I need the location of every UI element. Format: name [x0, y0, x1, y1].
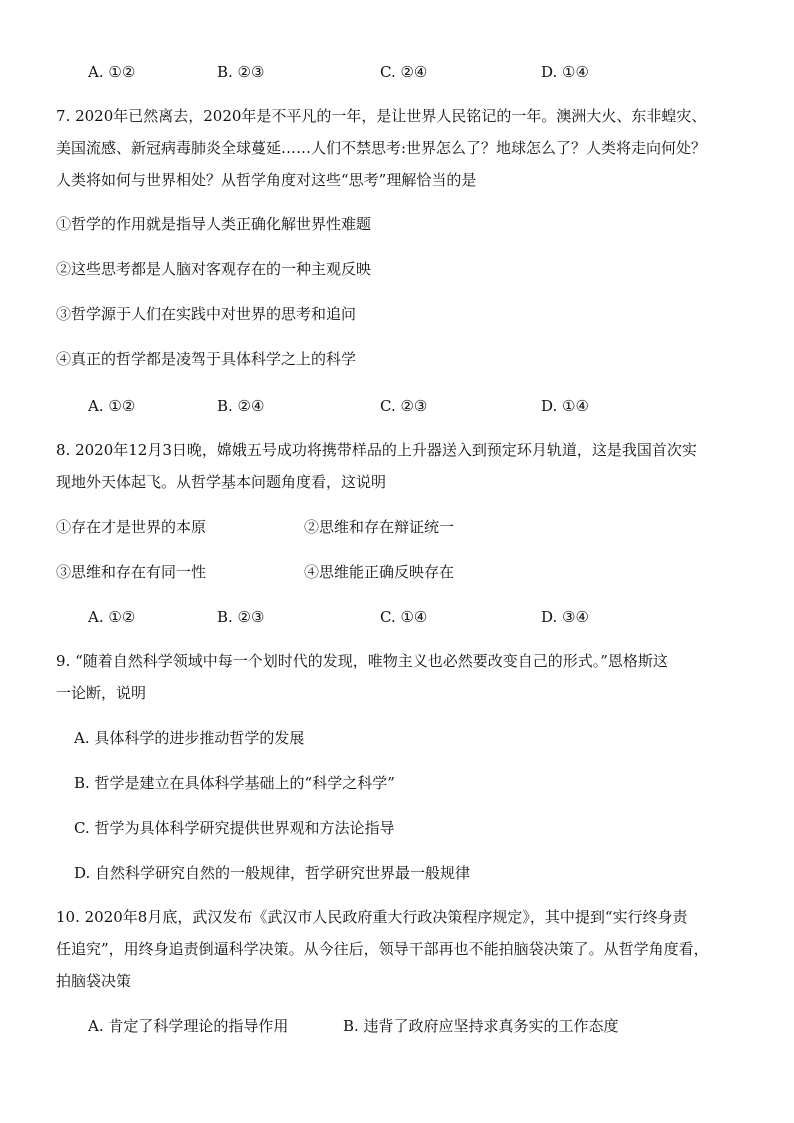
q10-stem-line-3: 拍脑袋决策: [56, 972, 132, 990]
q8-statement-2: ②思维和存在辩证统一: [304, 518, 455, 536]
q8-option-c: C. ①④: [380, 608, 428, 626]
q7-option-a: A. ①②: [88, 397, 136, 415]
q9-option-d: D. 自然科学研究自然的一般规律，哲学研究世界最一般规律: [74, 864, 471, 882]
q7-option-b: B. ②④: [217, 397, 265, 415]
q10-option-a: A. 肯定了科学理论的指导作用: [88, 1017, 289, 1035]
q10-stem-line-1: 10. 2020年8月底，武汉发布《武汉市人民政府重大行政决策程序规定》，其中提到“实行终身责: [56, 908, 688, 926]
q6-option-b: B. ②③: [217, 63, 265, 81]
q8-stem-line-2: 现地外天体起飞。从哲学基本问题角度看，这说明: [56, 473, 387, 491]
q7-option-d: D. ①④: [541, 397, 589, 415]
q6-option-c: C. ②④: [380, 63, 428, 81]
q9-stem-line-1: 9. “随着自然科学领域中每一个划时代的发现，唯物主义也必然要改变自己的形式。”恩格斯这: [56, 652, 668, 670]
q7-stem-line-1: 7. 2020年已然离去，2020年是不平凡的一年，是让世界人民铭记的一年。澳洲大火、东非蝗灾、: [56, 107, 707, 125]
q8-option-b: B. ②③: [217, 608, 265, 626]
q7-option-c: C. ②③: [380, 397, 428, 415]
q7-stem-line-2: 美国流感、新冠病毒肺炎全球蔓延……人们不禁思考:世界怎么了？地球怎么了？人类将走向何处？: [56, 139, 707, 157]
q8-stem-line-1: 8. 2020年12月3日晚，嫦娥五号成功将携带样品的上升器送入到预定环月轨道，这是我国首次实: [56, 441, 697, 459]
q8-statement-3: ③思维和存在有同一性: [56, 563, 207, 581]
q6-option-d: D. ①④: [541, 63, 589, 81]
q10-stem-line-2: 任追究”，用终身追责倒逼科学决策。从今往后，领导干部再也不能拍脑袋决策了。从哲学角度看，: [56, 940, 709, 958]
q7-statement-2: ②这些思考都是人脑对客观存在的一种主观反映: [56, 260, 372, 278]
q7-stem-line-3: 人类将如何与世界相处？从哲学角度对这些“思考”理解恰当的是: [56, 171, 477, 189]
q10-option-b: B. 违背了政府应坚持求真务实的工作态度: [343, 1017, 619, 1035]
q7-statement-3: ③哲学源于人们在实践中对世界的思考和追问: [56, 305, 357, 323]
q6-option-a: A. ①②: [88, 63, 136, 81]
q7-statement-1: ①哲学的作用就是指导人类正确化解世界性难题: [56, 215, 372, 233]
q9-stem-line-2: 一论断，说明: [56, 684, 147, 702]
q8-option-d: D. ③④: [541, 608, 589, 626]
q7-statement-4: ④真正的哲学都是凌驾于具体科学之上的科学: [56, 350, 357, 368]
q8-statement-1: ①存在才是世界的本原: [56, 518, 207, 536]
q9-option-a: A. 具体科学的进步推动哲学的发展: [74, 729, 305, 747]
q9-option-b: B. 哲学是建立在具体科学基础上的“科学之科学”: [74, 774, 395, 792]
q8-statement-4: ④思维能正确反映存在: [304, 563, 455, 581]
q8-option-a: A. ①②: [88, 608, 136, 626]
q9-option-c: C. 哲学为具体科学研究提供世界观和方法论指导: [74, 819, 395, 837]
